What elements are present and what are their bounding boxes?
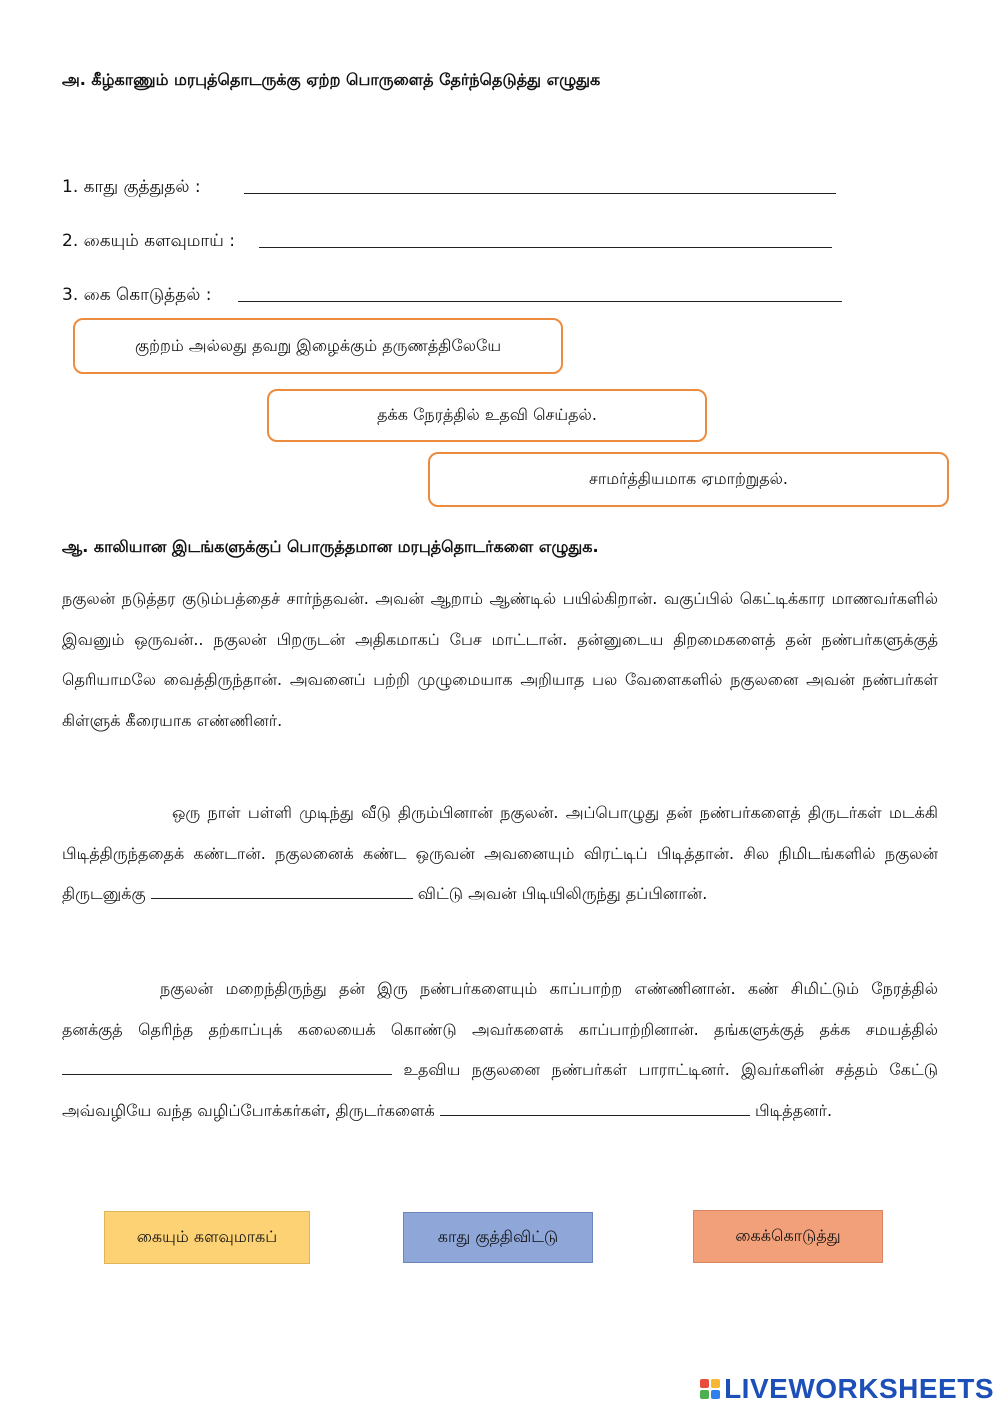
option-text-2: தக்க நேரத்தில் உதவி செய்தல். <box>377 405 597 424</box>
paragraph-3-blank-1[interactable] <box>62 1073 392 1075</box>
question-2-answer-line[interactable] <box>259 247 832 248</box>
paragraph-3-blank-2[interactable] <box>440 1114 750 1116</box>
choice-box-2[interactable] <box>403 1212 593 1263</box>
option-text-1: குற்றம் அல்லது தவறு இழைக்கும் தருணத்திலேயே <box>134 335 502 355</box>
choice-text-1: கையும் களவுமாகப் <box>136 1227 278 1246</box>
choice-text-2: காது குத்திவிட்டு <box>437 1227 559 1246</box>
paragraph-3-text-a: நகுலன் மறைந்திருந்து தன் இரு நண்பர்களையும் காப்பாற்ற எண்ணினான். கண் சிமிட்டும் நேரத்தில் தனக்குத் தெரிந்த தற்காப்புக் கலையைக் கொண்டு அவர்களைக் காப்பாற்றினான். தங்களுக்குத் தக்க சமயத்தில் <box>62 979 939 1039</box>
paragraph-3 <box>62 969 938 1131</box>
section-b-heading: ஆ. காலியான இடங்களுக்குப் பொருத்தமான மரபுத்தொடர்களை எழுதுக. <box>62 537 599 556</box>
question-3-answer-line[interactable] <box>238 301 842 302</box>
option-box-1[interactable] <box>73 318 563 374</box>
paragraph-2-text-b: விட்டு அவன் பிடியிலிருந்து தப்பினான். <box>417 884 708 903</box>
option-box-2[interactable] <box>267 389 707 442</box>
liveworksheets-logo <box>700 1373 994 1405</box>
paragraph-3-text-b: உதவிய நகுலனை நண்பர்கள் பாராட்டினர். இவர்களின் சத்தம் கேட்டு அவ்வழியே வந்த வழிப்போக்கர்கள், திருடர்களைக் <box>62 1060 938 1120</box>
question-3-label: 3. கை கொடுத்தல் : <box>62 285 212 305</box>
logo-text: LIVEWORKSHEETS <box>724 1373 994 1404</box>
paragraph-3-text-c: பிடித்தனர். <box>754 1100 833 1120</box>
logo-icon <box>700 1379 720 1399</box>
paragraph-1 <box>62 579 938 741</box>
section-a-heading: அ. கீழ்காணும் மரபுத்தொடருக்கு ஏற்ற பொருளைத் தேர்ந்தெடுத்து எழுதுக <box>62 70 601 89</box>
paragraph-1-text: நகுலன் நடுத்தர குடும்பத்தைச் சார்ந்தவன். அவன் ஆறாம் ஆண்டில் பயில்கிறான். வகுப்பில் கெட்டிக்கார மாணவர்களில் இவனும் ஒருவன்.. நகுலன் பிறருடன் அதிகமாகப் பேச மாட்டான். தன்னுடைய திறமைகளைத் தன் நண்பர்களுக்குத் தெரியாமலே வைத்திருந்தான். அவனைப் பற்றி முழுமையாக அறியாத பல வேளைகளில் நகுலனை அவன் நண்பர்கள் கிள்ளுக் கீரையாக எண்ணினர். <box>62 589 938 730</box>
choice-box-3[interactable] <box>693 1210 883 1263</box>
choice-box-1[interactable] <box>104 1211 310 1264</box>
option-text-3: சாமர்த்தியமாக ஏமாற்றுதல். <box>589 469 788 488</box>
option-box-3[interactable] <box>428 452 949 507</box>
paragraph-2-text-a: ஒரு நாள் பள்ளி முடிந்து வீடு திரும்பினான் நகுலன். அப்பொழுது தன் நண்பர்களைத் திருடர்கள் மடக்கி பிடித்திருந்ததைக் கண்டான். நகுலனைக் கண்ட ஒருவன் அவனையும் விரட்டிப் பிடித்தான். சில நிமிடங்களில் நகுலன் திருடனுக்கு <box>62 803 939 903</box>
choice-text-3: கைக்கொடுத்து <box>735 1226 841 1245</box>
question-1-label: 1. காது குத்துதல் : <box>62 177 201 197</box>
question-1-answer-line[interactable] <box>244 193 836 194</box>
question-2-label: 2. கையும் களவுமாய் : <box>62 231 235 251</box>
paragraph-2 <box>62 793 938 915</box>
paragraph-2-blank[interactable] <box>151 897 413 899</box>
